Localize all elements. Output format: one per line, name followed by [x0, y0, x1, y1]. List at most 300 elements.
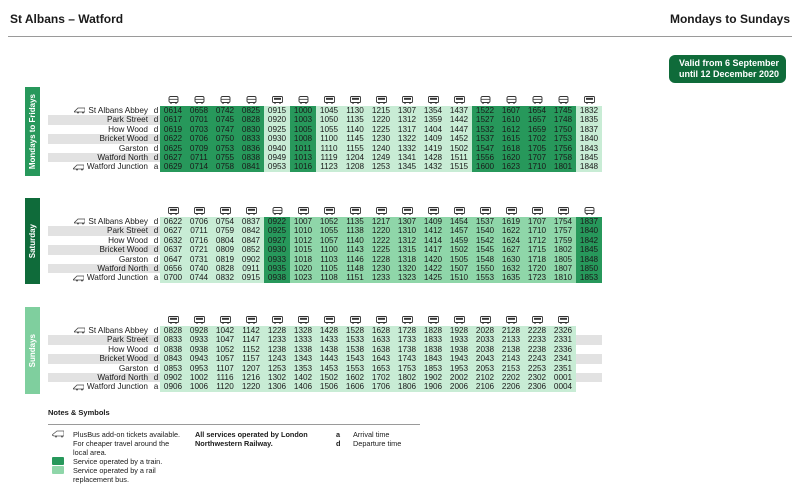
time-cell: 1222 [368, 236, 394, 245]
time-cell: 1653 [368, 364, 394, 373]
time-cell: 2102 [472, 373, 498, 382]
time-cell: 1008 [290, 134, 316, 143]
bus-icon [472, 314, 498, 326]
time-cell: 1802 [394, 373, 420, 382]
departure-code: d [336, 439, 341, 448]
time-cell: 2306 [524, 382, 550, 391]
time-cell: 1322 [394, 134, 420, 143]
time-cell: 1057 [316, 236, 342, 245]
time-cell: 1023 [290, 273, 316, 282]
time-cell: 1442 [446, 115, 472, 124]
time-cell: 1050 [316, 115, 342, 124]
bus-icon [498, 314, 524, 326]
time-cell: 1507 [446, 264, 472, 273]
time-cell: 1055 [316, 226, 342, 235]
time-cell [576, 354, 602, 363]
time-cell: 1702 [524, 134, 550, 143]
time-cell: 0647 [160, 255, 186, 264]
arr-dep-code: d [153, 354, 159, 364]
time-cell: 0614 [160, 106, 186, 115]
time-cell: 0949 [264, 153, 290, 162]
time-cell: 1728 [394, 326, 420, 335]
time-cell: 1457 [446, 226, 472, 235]
time-cell: 1152 [238, 345, 264, 354]
time-cell: 1047 [212, 335, 238, 344]
header-divider [8, 36, 792, 37]
bus-icon [446, 94, 472, 106]
time-cell: 1758 [550, 153, 576, 162]
time-cell: 1052 [316, 217, 342, 226]
time-cell: 1135 [342, 115, 368, 124]
time-cell: 1718 [524, 255, 550, 264]
time-cell: 0830 [238, 125, 264, 134]
time-cell: 2043 [472, 354, 498, 363]
time-cell: 1840 [576, 226, 602, 235]
station-name: Garston [118, 363, 148, 373]
time-cell: 1602 [342, 373, 368, 382]
arr-dep-code: d [153, 363, 159, 373]
bus-icon [342, 205, 368, 217]
time-cell: 2341 [550, 354, 576, 363]
time-cell: 1502 [446, 245, 472, 254]
timetable-saturday [48, 205, 602, 283]
time-cell: 1404 [420, 125, 446, 134]
time-cell [576, 345, 602, 354]
arr-dep-code: d [153, 226, 159, 236]
arr-dep-code: a [153, 382, 159, 392]
time-cell: 0750 [212, 134, 238, 143]
time-cell: 0701 [186, 115, 212, 124]
bus-note: Service operated by a rail replacement bus. [73, 466, 156, 485]
time-cell: 0852 [238, 245, 264, 254]
time-cell: 1832 [576, 106, 602, 115]
time-cell: 0004 [550, 382, 576, 391]
time-cell: 1805 [550, 255, 576, 264]
time-cell: 0622 [160, 217, 186, 226]
notes-divider [48, 424, 420, 425]
time-cell: 0935 [264, 264, 290, 273]
time-cell: 0753 [212, 144, 238, 153]
time-cell: 1545 [472, 245, 498, 254]
time-cell: 1630 [498, 255, 524, 264]
time-cell: 1627 [498, 245, 524, 254]
time-cell: 0920 [264, 115, 290, 124]
time-cell: 1142 [238, 326, 264, 335]
time-cell: 0902 [238, 255, 264, 264]
time-cell: 1402 [290, 373, 316, 382]
time-cell: 1428 [316, 326, 342, 335]
station-name: St Albans Abbey [48, 326, 152, 335]
time-cell: 1600 [472, 162, 498, 171]
station-name: Garston [118, 254, 148, 264]
time-cell: 1140 [342, 125, 368, 134]
time-cell: 1000 [290, 106, 316, 115]
time-cell: 2133 [498, 335, 524, 344]
time-cell: 1745 [550, 106, 576, 115]
time-cell: 1710 [524, 162, 550, 171]
time-cell: 0938 [186, 345, 212, 354]
train-icon [290, 94, 316, 106]
bus-icon [420, 314, 446, 326]
time-cell: 1432 [420, 162, 446, 171]
station-name: Watford North [48, 264, 152, 273]
time-cell: 1705 [524, 144, 550, 153]
time-cell: 1542 [472, 236, 498, 245]
time-cell: 0617 [160, 115, 186, 124]
bus-icon [160, 314, 186, 326]
time-cell: 1243 [264, 354, 290, 363]
time-cell: 1712 [524, 236, 550, 245]
time-cell: 0828 [160, 326, 186, 335]
time-cell: 1208 [342, 162, 368, 171]
arr-dep-code: d [153, 263, 159, 273]
time-cell: 1502 [316, 373, 342, 382]
time-cell: 1100 [316, 134, 342, 143]
time-cell: 1733 [394, 335, 420, 344]
notes-heading [48, 408, 110, 417]
station-name: St Albans Abbey [48, 217, 152, 226]
arr-dep-code: d [153, 143, 159, 153]
time-cell: 0925 [264, 226, 290, 235]
time-cell: 1538 [342, 345, 368, 354]
bus-icon [472, 205, 498, 217]
time-cell: 1108 [316, 273, 342, 282]
time-cell: 1428 [420, 153, 446, 162]
bus-icon [368, 94, 394, 106]
arr-dep-code: d [153, 326, 159, 335]
time-cell: 1216 [238, 373, 264, 382]
train-icon [264, 205, 290, 217]
time-cell: 1754 [550, 217, 576, 226]
time-cell: 1638 [368, 345, 394, 354]
time-cell: 1328 [290, 326, 316, 335]
time-cell: 1848 [576, 162, 602, 171]
time-cell: 1333 [290, 335, 316, 344]
section-label-weekdays: Mondays to Fridays [25, 87, 40, 176]
arr-dep-code: d [153, 245, 159, 255]
time-cell: 0740 [186, 264, 212, 273]
time-cell: 1143 [342, 245, 368, 254]
time-cell: 1532 [472, 125, 498, 134]
time-cell: 1055 [316, 125, 342, 134]
station-name: St Albans Abbey [48, 106, 152, 115]
time-cell: 1624 [498, 236, 524, 245]
time-cell: 1332 [394, 144, 420, 153]
time-cell: 1502 [446, 144, 472, 153]
bus-icon [316, 314, 342, 326]
time-cell: 1756 [550, 144, 576, 153]
time-cell: 1343 [290, 354, 316, 363]
bus-icon [342, 314, 368, 326]
time-cell: 1853 [420, 364, 446, 373]
arrival-code: a [336, 430, 341, 439]
station-name: Watford Junction [48, 382, 152, 391]
bus-icon [394, 94, 420, 106]
time-cell: 1306 [264, 382, 290, 391]
operator-note: All services operated by London Northwestern Railway. [195, 430, 308, 449]
time-cell: 2153 [498, 364, 524, 373]
time-cell: 1543 [342, 354, 368, 363]
time-cell: 1807 [550, 264, 576, 273]
time-cell: 1659 [524, 125, 550, 134]
time-cell: 2028 [472, 326, 498, 335]
train-icon [498, 94, 524, 106]
bus-icon [264, 314, 290, 326]
time-cell: 1510 [446, 273, 472, 282]
time-cell: 1540 [472, 226, 498, 235]
time-cell: 1052 [212, 345, 238, 354]
arr-dep-code: a [153, 273, 159, 283]
bus-icon [290, 205, 316, 217]
validity-line-2: until 12 December 2020 [679, 69, 780, 79]
time-cell: 1837 [576, 125, 602, 134]
time-cell: 1042 [212, 326, 238, 335]
time-cell: 0922 [264, 217, 290, 226]
bus-icon [576, 94, 602, 106]
time-cell: 1157 [238, 354, 264, 363]
time-cell: 1253 [368, 162, 394, 171]
time-cell: 0744 [186, 273, 212, 282]
train-icon [576, 205, 602, 217]
bus-icon [394, 205, 420, 217]
bus-icon [238, 314, 264, 326]
time-cell: 0709 [186, 144, 212, 153]
time-cell: 1015 [290, 245, 316, 254]
time-cell: 0833 [238, 134, 264, 143]
time-cell: 1155 [342, 144, 368, 153]
time-cell: 0714 [186, 162, 212, 171]
time-cell: 1553 [342, 364, 368, 373]
bus-icon [420, 205, 446, 217]
time-cell: 1459 [446, 236, 472, 245]
time-cell: 0721 [186, 245, 212, 254]
time-cell: 1302 [264, 373, 290, 382]
time-cell: 2128 [498, 326, 524, 335]
time-cell: 2053 [472, 364, 498, 373]
time-cell: 1643 [368, 354, 394, 363]
bus-icon [186, 314, 212, 326]
time-cell: 0711 [186, 226, 212, 235]
time-cell: 0703 [186, 125, 212, 134]
train-icon [472, 94, 498, 106]
time-cell: 1414 [420, 236, 446, 245]
time-cell: 1138 [342, 226, 368, 235]
time-cell: 0716 [186, 236, 212, 245]
time-cell: 1220 [368, 115, 394, 124]
time-cell: 0656 [160, 264, 186, 273]
time-cell: 1420 [420, 255, 446, 264]
time-cell: 1207 [238, 364, 264, 373]
departure-label: Departure time [353, 439, 402, 448]
arr-dep-code: d [153, 217, 159, 226]
time-cell: 1715 [524, 245, 550, 254]
time-cell: 1618 [498, 144, 524, 153]
time-cell: 0836 [238, 144, 264, 153]
time-cell: 1453 [316, 364, 342, 373]
time-cell: 0754 [212, 217, 238, 226]
time-cell: 1233 [264, 335, 290, 344]
station-name: Bricket Wood [48, 245, 152, 254]
time-cell: 1628 [368, 326, 394, 335]
time-cell: 1409 [420, 134, 446, 143]
time-cell: 1612 [498, 125, 524, 134]
time-cell: 1312 [394, 236, 420, 245]
time-cell: 1249 [368, 153, 394, 162]
bus-icon [212, 205, 238, 217]
arr-dep-code: d [153, 335, 159, 345]
bus-icon [368, 314, 394, 326]
time-cell: 1107 [212, 364, 238, 373]
time-cell: 1607 [498, 106, 524, 115]
days-heading: Mondays to Sundays [669, 12, 790, 26]
time-cell: 1146 [342, 255, 368, 264]
time-cell: 0837 [238, 217, 264, 226]
time-cell: 2106 [472, 382, 498, 391]
time-cell: 1443 [316, 354, 342, 363]
time-cell: 0745 [212, 115, 238, 124]
time-cell: 1753 [394, 364, 420, 373]
time-cell: 2233 [524, 335, 550, 344]
time-cell: 1353 [290, 364, 316, 373]
time-cell: 0928 [186, 326, 212, 335]
time-cell: 1359 [420, 115, 446, 124]
time-cell: 1003 [290, 115, 316, 124]
arr-dep-code: d [153, 134, 159, 144]
timetable-weekdays [48, 94, 602, 172]
time-cell: 1225 [368, 245, 394, 254]
time-cell: 0711 [186, 153, 212, 162]
station-name: How Wood [108, 344, 148, 354]
time-cell: 1312 [394, 115, 420, 124]
time-cell: 1100 [316, 245, 342, 254]
time-cell: 1438 [316, 345, 342, 354]
time-cell: 1105 [316, 264, 342, 273]
time-cell: 2038 [472, 345, 498, 354]
time-cell: 0838 [160, 345, 186, 354]
time-cell: 1720 [524, 264, 550, 273]
time-cell: 1057 [212, 354, 238, 363]
time-cell: 0755 [212, 153, 238, 162]
time-cell: 1853 [576, 273, 602, 282]
bus-icon [342, 94, 368, 106]
time-cell: 0933 [264, 255, 290, 264]
time-cell: 0906 [160, 382, 186, 391]
time-cell: 1845 [576, 245, 602, 254]
time-cell: 1238 [264, 345, 290, 354]
time-cell [576, 373, 602, 382]
time-cell: 1843 [420, 354, 446, 363]
time-cell: 0853 [160, 364, 186, 373]
bus-key-icon [52, 466, 64, 476]
time-cell: 1620 [498, 153, 524, 162]
time-cell: 1750 [550, 125, 576, 134]
time-cell: 0927 [264, 236, 290, 245]
time-cell: 0953 [186, 364, 212, 373]
time-cell: 1204 [342, 153, 368, 162]
time-cell: 2138 [498, 345, 524, 354]
bus-icon [368, 205, 394, 217]
time-cell: 1506 [316, 382, 342, 391]
time-cell: 1110 [316, 144, 342, 153]
time-cell: 1757 [550, 226, 576, 235]
arr-dep-code: d [153, 106, 159, 115]
time-cell: 0706 [186, 134, 212, 143]
time-cell: 2302 [524, 373, 550, 382]
time-cell: 2006 [446, 382, 472, 391]
time-cell: 1553 [472, 273, 498, 282]
time-cell [576, 326, 602, 335]
time-cell: 1147 [238, 335, 264, 344]
arr-dep-code: d [153, 124, 159, 134]
time-cell: 2002 [446, 373, 472, 382]
time-cell: 0943 [186, 354, 212, 363]
time-cell: 0902 [160, 373, 186, 382]
time-cell: 1345 [394, 162, 420, 171]
station-name: Watford Junction [48, 273, 152, 282]
time-cell: 1848 [576, 255, 602, 264]
time-cell: 1835 [576, 115, 602, 124]
time-cell: 1120 [212, 382, 238, 391]
time-cell: 1148 [342, 264, 368, 273]
time-cell: 1020 [290, 264, 316, 273]
time-cell: 1005 [290, 125, 316, 134]
station-name: How Wood [108, 124, 148, 134]
bus-icon [212, 314, 238, 326]
time-cell: 1806 [394, 382, 420, 391]
station-name: Park Street [48, 335, 152, 344]
time-cell: 0632 [160, 236, 186, 245]
time-cell: 1230 [368, 134, 394, 143]
bus-icon [524, 205, 550, 217]
bus-icon [290, 314, 316, 326]
time-cell: 1018 [290, 255, 316, 264]
validity-line-1: Valid from 6 September [679, 58, 780, 68]
time-cell: 0759 [212, 226, 238, 235]
time-cell: 1547 [472, 144, 498, 153]
time-cell: 1225 [368, 125, 394, 134]
time-cell: 1610 [498, 115, 524, 124]
time-cell: 1307 [394, 106, 420, 115]
station-name: Garston [118, 143, 148, 153]
bus-icon [446, 314, 472, 326]
bus-icon [160, 205, 186, 217]
arr-dep-code: d [153, 235, 159, 245]
train-icon [186, 94, 212, 106]
time-cell: 1354 [420, 106, 446, 115]
arr-dep-code: d [153, 115, 159, 125]
time-cell: 1622 [498, 226, 524, 235]
arr-dep-code: d [153, 152, 159, 162]
time-cell: 1045 [316, 106, 342, 115]
time-cell: 0842 [238, 226, 264, 235]
time-cell: 1933 [446, 335, 472, 344]
time-cell: 1123 [316, 162, 342, 171]
time-cell: 1748 [550, 115, 576, 124]
time-cell: 1615 [498, 134, 524, 143]
time-cell: 1002 [186, 373, 212, 382]
time-cell: 0625 [160, 144, 186, 153]
time-cell [576, 335, 602, 344]
time-cell: 1220 [238, 382, 264, 391]
bus-icon [498, 205, 524, 217]
time-cell: 1454 [446, 217, 472, 226]
arr-dep-code: d [153, 254, 159, 264]
icon-spacer [152, 314, 160, 323]
time-cell: 0838 [238, 153, 264, 162]
train-icon [212, 94, 238, 106]
time-cell: 1417 [420, 245, 446, 254]
bus-icon [316, 205, 342, 217]
